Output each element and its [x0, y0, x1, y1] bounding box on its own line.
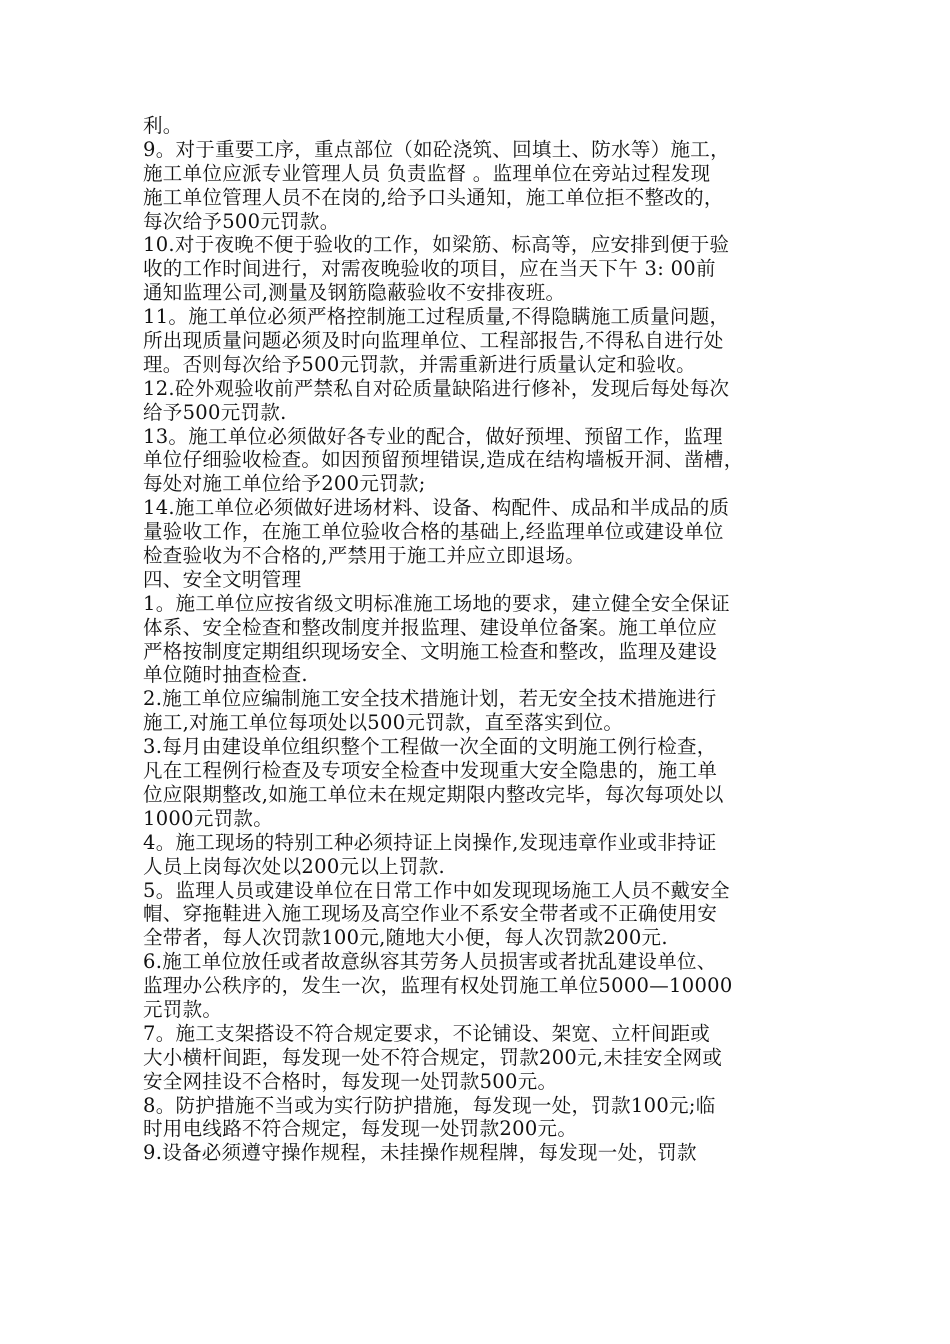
text-line: 安全网挂设不合格时，每发现一处罚款500元。: [143, 1069, 558, 1093]
text-line: 量验收工作，在施工单位验收合格的基础上,经监理单位或建设单位: [143, 520, 724, 544]
text-line: 12.砼外观验收前严禁私自对砼质量缺陷进行修补，发现后每处每次: [143, 376, 730, 400]
text-line: 理。否则每次给予500元罚款，并需重新进行质量认定和验收。: [143, 352, 696, 376]
text-line: 2.施工单位应编制施工安全技术措施计划，若无安全技术措施进行: [143, 687, 717, 711]
text-line: 10.对于夜晚不便于验收的工作，如梁筋、标高等，应安排到便于验: [143, 233, 730, 257]
text-line: 严格按制度定期组织现场安全、文明施工检查和整改，监理及建设: [143, 639, 718, 663]
text-line: 9.设备必须遵守操作规程，未挂操作规程牌，每发现一处，罚款: [143, 1141, 697, 1165]
text-line: 大小横杆间距，每发现一处不符合规定，罚款200元,未挂安全网或: [143, 1045, 723, 1069]
text-line: 单位随时抽查检查.: [143, 663, 308, 687]
text-line: 四、安全文明管理: [143, 567, 302, 591]
text-line: 全带者，每人次罚款100元,随地大小便，每人次罚款200元.: [143, 926, 668, 950]
text-line: 位应限期整改,如施工单位未在规定期限内整改完毕，每次每项处以: [143, 782, 724, 806]
text-line: 14.施工单位必须做好进场材料、设备、构配件、成品和半成品的质: [143, 496, 730, 520]
text-line: 给予500元罚款.: [143, 400, 287, 424]
text-line: 收的工作时间进行，对需夜晚验收的项目，应在当天下午 3: 00前: [143, 257, 716, 281]
text-line: 元罚款。: [143, 997, 223, 1021]
text-line: 通知监理公司,测量及钢筋隐蔽验收不安排夜班。: [143, 281, 566, 305]
text-line: 13。施工单位必须做好各专业的配合，做好预埋、预留工作，监理: [143, 424, 723, 448]
text-line: 单位仔细验收检查。如因预留预埋错误,造成在结构墙板开洞、凿槽，: [143, 448, 744, 472]
text-line: 5。监理人员或建设单位在日常工作中如发现现场施工人员不戴安全: [143, 878, 730, 902]
text-line: 体系、安全检查和整改制度并报监理、建设单位备案。施工单位应: [143, 615, 718, 639]
text-line: 施工单位管理人员不在岗的,给予口头通知，施工单位拒不整改的，: [143, 185, 724, 209]
document-body: [143, 114, 813, 1165]
text-line: 人员上岗每次处以200元以上罚款.: [143, 854, 446, 878]
text-line: 所出现质量问题必须及时向监理单位、工程部报告,不得私自进行处: [143, 329, 724, 353]
text-line: 8。防护措施不当或为实行防护措施，每发现一处，罚款100元;临: [143, 1093, 716, 1117]
text-line: 凡在工程例行检查及专项安全检查中发现重大安全隐患的，施工单: [143, 759, 718, 783]
text-line: 1。施工单位应按省级文明标准施工场地的要求，建立健全安全保证: [143, 591, 730, 615]
text-line: 利。: [143, 114, 183, 137]
text-line: 施工,对施工单位每项处以500元罚款，直至落实到位。: [143, 711, 624, 735]
text-line: 11。施工单位必须严格控制施工过程质量,不得隐瞒施工质量问题，: [143, 305, 730, 329]
text-line: 每次给予500元罚款。: [143, 209, 340, 233]
text-line: 3.每月由建设单位组织整个工程做一次全面的文明施工例行检查，: [143, 735, 717, 759]
text-line: 4。施工现场的特别工种必须持证上岗操作,发现违章作业或非持证: [143, 830, 717, 854]
text-line: 每处对施工单位给予200元罚款;: [143, 472, 426, 496]
text-line: 7。施工支架搭设不符合规定要求，不论铺设、架宽、立杆间距或: [143, 1021, 711, 1045]
text-line: 6.施工单位放任或者故意纵容其劳务人员损害或者扰乱建设单位、: [143, 950, 717, 974]
text-line: 1000元罚款。: [143, 806, 274, 830]
text-line: 9。对于重要工序，重点部位（如砼浇筑、回填土、防水等）施工，: [143, 137, 730, 161]
text-line: 帽、穿拖鞋进入施工现场及高空作业不系安全带者或不正确使用安: [143, 902, 718, 926]
text-line: 时用电线路不符合规定，每发现一处罚款200元。: [143, 1117, 578, 1141]
text-line: 施工单位应派专业管理人员 负责监督 。监理单位在旁站过程发现: [143, 161, 711, 185]
text-line: 监理办公秩序的，发生一次，监理有权处罚施工单位5000—10000: [143, 974, 733, 998]
text-line: 检查验收为不合格的,严禁用于施工并应立即退场。: [143, 544, 586, 568]
